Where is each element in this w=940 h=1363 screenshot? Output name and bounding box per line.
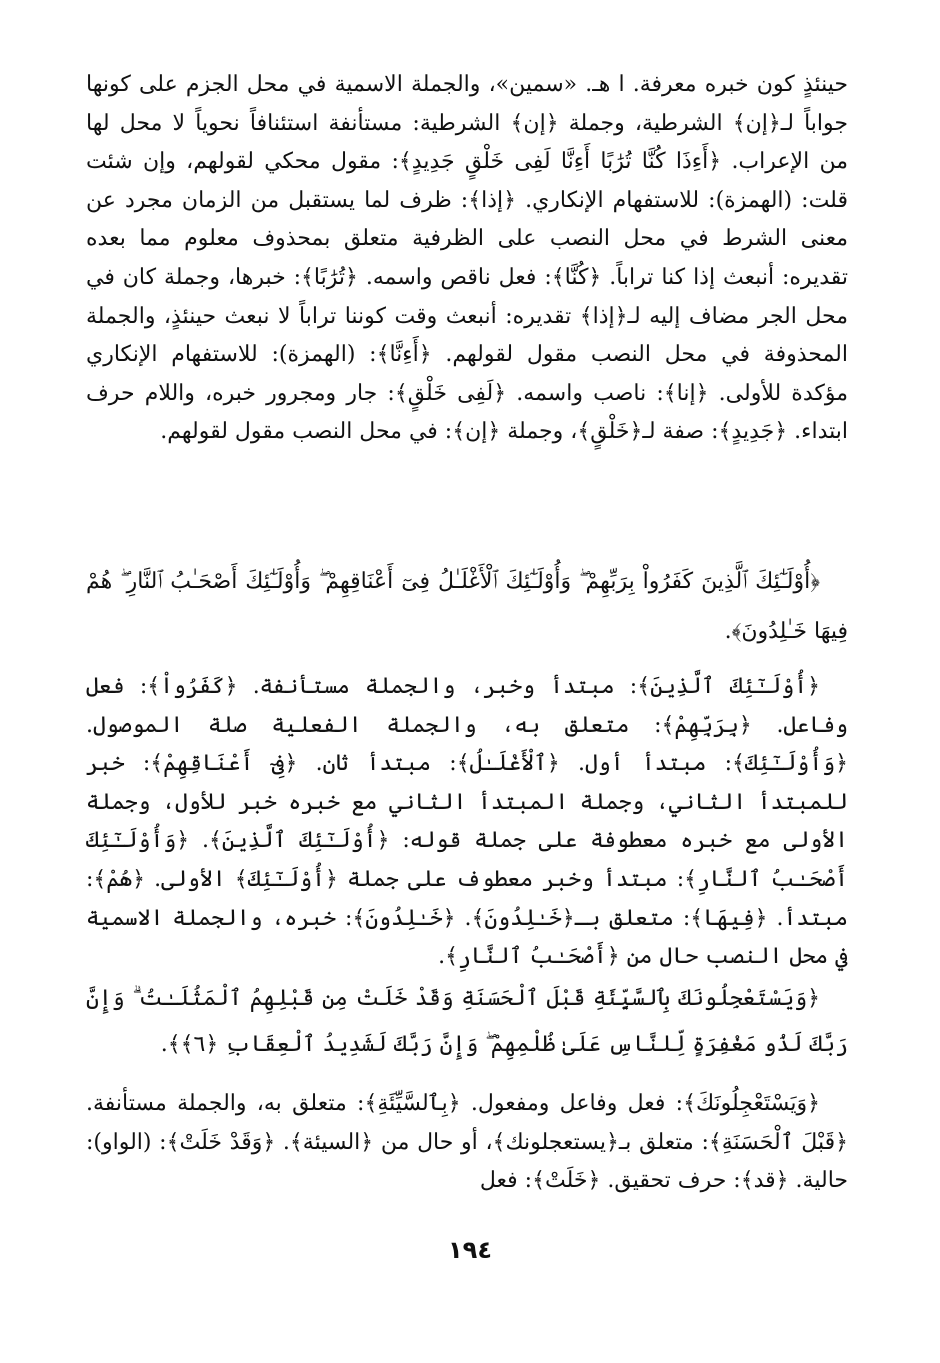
page-number: ١٩٤ xyxy=(448,1236,492,1264)
quran-verse-2: ﴿وَيَسْتَعْجِلُونَكَ بِٱلسَّيِّئَةِ قَبْلَ ٱلْحَسَنَةِ وَقَدْ خَلَتْ مِن قَبْلِهِمُ ٱلْمَثُلَـٰتُ ۗ وَإِنَّ رَبَّكَ لَذُو مَغْفِرَةٍ لِّلنَّاسِ عَلَىٰ ظُلْمِهِمْ ۖ وَإِنَّ رَبَّكَ لَشَدِيدُ ٱلْعِقَابِ ﴿٦﴾﴾. xyxy=(86,986,848,1057)
quran-verse-1: ﴿أُوْلَـٰٓئِكَ ٱلَّذِينَ كَفَرُواْ بِرَبِّهِمْ ۖ وَأُوْلَـٰٓئِكَ ٱلْأَغْلَـٰلُ فِىٓ أَعْنَاقِهِمْ ۖ وَأُوْلَـٰٓئِكَ أَصْحَـٰبُ ٱلنَّارِ ۖ هُمْ فِيهَا خَـٰلِدُونَ﴾. xyxy=(86,569,848,644)
commentary-paragraph-3: ﴿وَيَسْتَعْجِلُونَكَ﴾: فعل وفاعل ومفعول. ﴿بِٱلسَّيِّئَةِ﴾: متعلق به، والجملة مستأنفة. ﴿قَبْلَ ٱلْحَسَنَةِ﴾: متعلق بـ﴿يستعجلونك﴾، أو حال من ﴿السيئة﴾. ﴿وَقَدْ خَلَتْ﴾: (الواو): حالية. ﴿قد﴾: حرف تحقيق. ﴿خَلَتْ﴾: فعل xyxy=(86,1091,848,1194)
commentary-paragraph-1: حينئذٍ كون خبره معرفة. ا هـ. «سمين»، والجملة الاسمية في محل الجزم على كونها جواباً لـ﴿إن﴾ الشرطية، وجملة ﴿إن﴾ الشرطية: مستأنفة استئنافاً نحوياً لا محل لها من الإعراب. ﴿أَءِذَا كُنَّا تُرَٰبًا أَءِنَّا لَفِى خَلْقٍ جَدِيدٍ﴾: مقول محكي لقولهم، وإن شئت قلت: (الهمزة): للاستفهام الإنكاري. ﴿إذا﴾: ظرف لما يستقبل من الزمان مجرد عن معنى الشرط في محل النصب على الظرفية متعلق بمحذوف معلوم مما بعده تقديره: أنبعث إذا كنا تراباً. ﴿كُنَّا﴾: فعل ناقص واسمه. ﴿تُرَٰبًا﴾: خبرها، وجملة كان في محل الجر مضاف إليه لـ﴿إذا﴾ تقديره: أنبعث وقت كوننا تراباً لا نبعث حينئذٍ، والجملة المحذوفة في محل النصب مقول لقولهم. ﴿أَءِنَّا﴾: (الهمزة): للاستفهام الإنكاري مؤكدة للأولى. ﴿إنا﴾: ناصب واسمه. ﴿لَفِى خَلْقٍ﴾: جار ومجرور خبره، واللام حرف ابتداء. ﴿جَدِيدٍ﴾: صفة لـ﴿خَلْقٍ﴾، وجملة ﴿إن﴾: في محل النصب مقول لقولهم. xyxy=(86,72,848,445)
commentary-paragraph-2: ﴿أُوْلَـٰٓئِكَ ٱلَّذِينَ﴾: مبتدأ وخبر، والجملة مستأنفة. ﴿كَفَرُواْ﴾: فعل وفاعل. ﴿بِرَبِّهِمْ﴾: متعلق به، والجملة الفعلية صلة الموصول. ﴿وَأُوْلَـٰٓئِكَ﴾: مبتدأ أول. ﴿ٱلْأَغْلَـٰلُ﴾: مبتدأ ثان. ﴿فِىٓ أَعْنَاقِهِمْ﴾: خبر للمبتدأ الثاني، وجملة المبتدأ الثاني مع خبره خبر للأول، وجملة الأولى مع خبره معطوفة على جملة قوله: ﴿أُوْلَـٰٓئِكَ ٱلَّذِينَ﴾. ﴿وَأُوْلَـٰٓئِكَ أَصْحَـٰبُ ٱلنَّارِ﴾: مبتدأ وخبر معطوف على جملة ﴿أُوْلَـٰٓئِكَ﴾ الأولى. ﴿هُمْ﴾: مبتدأ. ﴿فِيهَا﴾: متعلق بـ﴿خَـٰلِدُونَ﴾. ﴿خَـٰلِدُونَ﴾: خبره، والجملة الاسمية في محل النصب حال من ﴿أَصْحَـٰبُ ٱلنَّارِ﴾. xyxy=(86,674,848,970)
